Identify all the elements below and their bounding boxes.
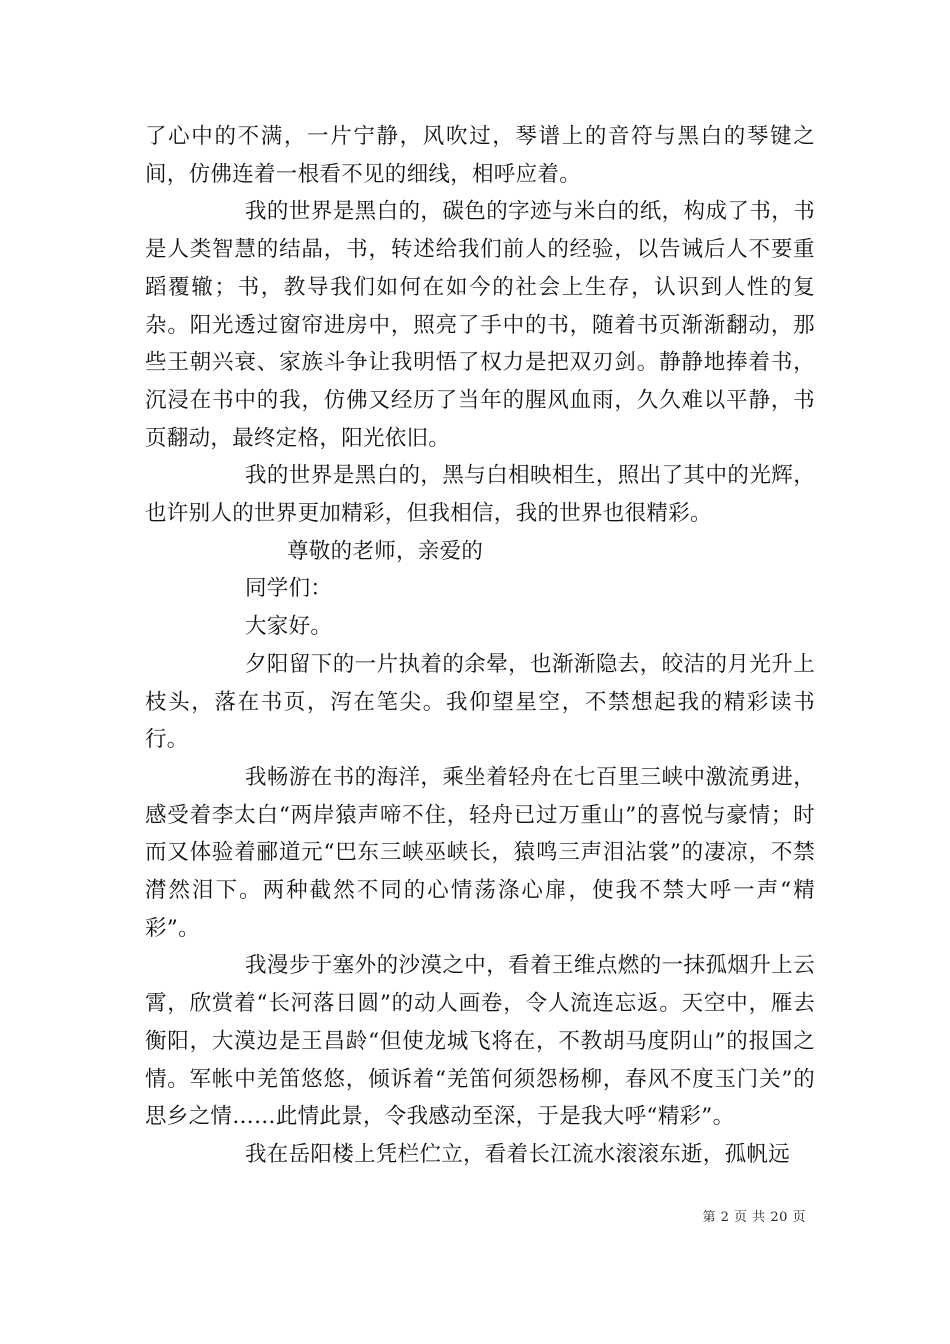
paragraph-yueyang-tower: 我在岳阳楼上凭栏伫立，看着长江流水滚滚东逝，孤帆远 — [245, 1141, 791, 1167]
paragraph-sunset: 夕阳留下的一片执着的余晕，也渐渐隐去，皎洁的月光升上枝头，落在书页，泻在笔尖。我仰望星空，不禁想起我的精彩读书行。 — [145, 651, 815, 753]
paragraph-black-white-world: 我的世界是黑白的，碳色的字迹与米白的纸，构成了书，书是人类智慧的结晶，书，转述给我们前人的经验，以告诫后人不要重蹈覆辙；书，教导我们如何在如今的社会上生存，认识到人性的复杂。阳光透过窗帘进房中，照亮了手中的书，随着书页渐渐翻动，那些王朝兴衰、家族斗争让我明悟了权力是把双刃剑。静静地捧着书，沉浸在书中的我，仿佛又经历了当年的腥风血雨，久久难以平静，书页翻动，最终定格，阳光依旧。 — [145, 199, 815, 451]
paragraph-conclusion: 我的世界是黑白的，黑与白相映相生，照出了其中的光辉，也许别人的世界更加精彩，但我相信，我的世界也很精彩。 — [145, 463, 815, 527]
greeting: 大家好。 — [245, 614, 333, 640]
document-body — [145, 118, 815, 1174]
page-footer: 第 2 页 共 20 页 — [702, 1210, 806, 1225]
salutation-classmates: 同学们： — [245, 576, 333, 602]
paragraph-three-gorges: 我畅游在书的海洋，乘坐着轻舟在七百里三峡中激流勇进，感受着李太白“两岸猿声啼不住，轻舟已过万重山”的喜悦与豪情；时而又体验着郦道元“巴东三峡巫峡长，猿鸣三声泪沾裳”的凄凉，不禁潸然泪下。两种截然不同的心情荡涤心扉，使我不禁大呼一声“精彩”。 — [145, 764, 815, 941]
salutation-line: 尊敬的老师，亲爱的 — [287, 538, 484, 564]
paragraph-desert: 我漫步于塞外的沙漠之中，看着王维点燃的一抹孤烟升上云霄，欣赏着“长河落日圆”的动人画卷，令人流连忘返。天空中，雁去衡阳，大漠边是王昌龄“但使龙城飞将在，不教胡马度阴山”的报国之情。军帐中羌笛悠悠，倾诉着“羌笛何须怨杨柳，春风不度玉门关”的思乡之情……此情此景，令我感动至深，于是我大呼“精彩”。 — [145, 953, 815, 1130]
paragraph-continuation: 了心中的不满，一片宁静，风吹过，琴谱上的音符与黑白的琴键之间，仿佛连着一根看不见的细线，相呼应着。 — [145, 124, 815, 187]
